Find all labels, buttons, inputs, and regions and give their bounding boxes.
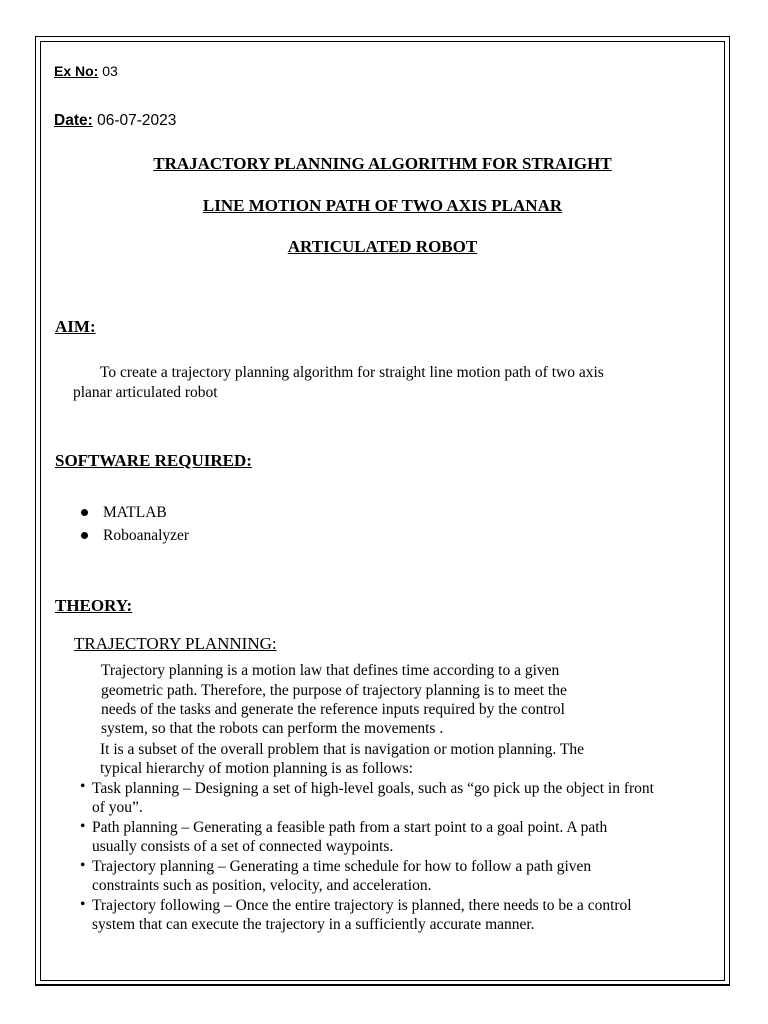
aim-text-line-2: planar articulated robot [73, 384, 218, 401]
date-label: Date: [54, 112, 93, 129]
software-item-matlab: MATLAB [103, 504, 167, 521]
software-heading: SOFTWARE REQUIRED: [55, 451, 252, 470]
date-value: 06-07-2023 [92, 112, 177, 129]
theory-para2-line-1: It is a subset of the overall problem that is navigation or motion planning. The [100, 741, 584, 758]
title-line-2: LINE MOTION PATH OF TWO AXIS PLANAR [202, 196, 563, 215]
hierarchy-item-4-line-1: Trajectory following – Once the entire trajectory is planned, there needs to be a control [92, 897, 632, 914]
theory-para2-line-2: typical hierarchy of motion planning is as follows: [100, 760, 413, 777]
ex-no-label: Ex No: [54, 63, 99, 79]
date-line [54, 112, 176, 130]
exercise-number [54, 63, 118, 79]
bullet-icon: • [80, 778, 86, 795]
hierarchy-item-2-line-2: usually consists of a set of connected waypoints. [92, 838, 394, 855]
hierarchy-item-2-line-1: Path planning – Generating a feasible path from a start point to a goal point. A path [92, 819, 608, 836]
aim-heading: AIM: [55, 317, 96, 336]
hierarchy-item-1-line-1: Task planning – Designing a set of high-level goals, such as “go pick up the object in front [92, 780, 654, 797]
trajectory-planning-subheading: TRAJECTORY PLANNING: [74, 634, 277, 653]
ex-no-value: 03 [98, 63, 118, 79]
theory-para1-line-1: Trajectory planning is a motion law that defines time according to a given [101, 662, 560, 679]
bullet-icon: • [80, 818, 86, 835]
theory-heading: THEORY: [55, 596, 133, 615]
theory-para1-line-3: needs of the tasks and generate the reference inputs required by the control [101, 701, 565, 718]
hierarchy-item-1-line-2: of you”. [92, 799, 143, 816]
bullet-icon [81, 532, 88, 539]
title-line-1: TRAJACTORY PLANNING ALGORITHM FOR STRAIGHT [153, 154, 612, 173]
bullet-icon: • [80, 857, 86, 874]
aim-text-line-1: To create a trajectory planning algorithm for straight line motion path of two axis [100, 364, 604, 381]
hierarchy-item-3-line-2: constraints such as position, velocity, and acceleration. [92, 877, 432, 894]
bullet-icon [81, 509, 88, 516]
title-line-3: ARTICULATED ROBOT [287, 237, 478, 256]
hierarchy-item-4-line-2: system that can execute the trajectory in a sufficiently accurate manner. [92, 916, 535, 933]
theory-para1-line-4: system, so that the robots can perform the movements . [101, 720, 444, 737]
software-item-roboanalyzer: Roboanalyzer [103, 527, 190, 544]
bullet-icon: • [80, 896, 86, 913]
hierarchy-item-3-line-1: Trajectory planning – Generating a time schedule for how to follow a path given [92, 858, 592, 875]
theory-para1-line-2: geometric path. Therefore, the purpose of trajectory planning is to meet the [101, 682, 567, 699]
